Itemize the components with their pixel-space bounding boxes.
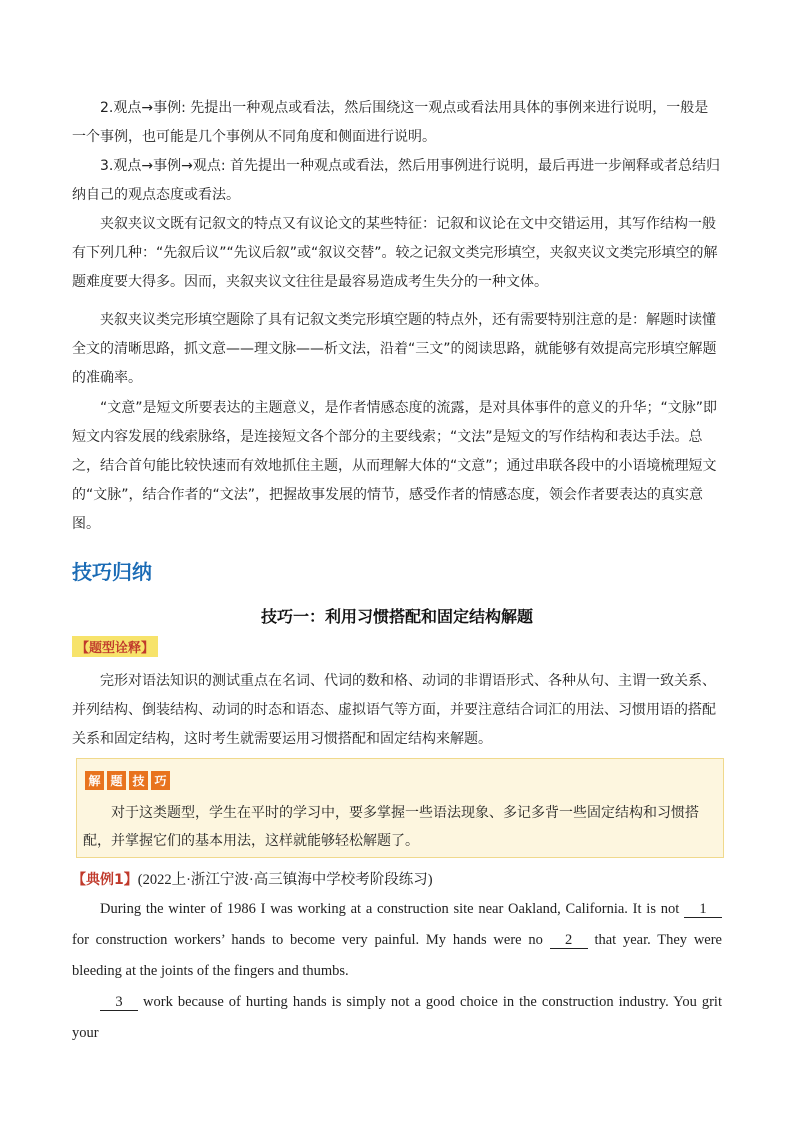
passage-text: for construction workers’ hands to become very painful. My hands were no: [72, 932, 550, 948]
example-source: (2022上·浙江宁波·高三镇海中学校考阶段练习): [137, 872, 433, 888]
passage-text: that year. They were bleeding at the joints of the fingers and thumbs.: [72, 932, 722, 979]
question-type-label: 【题型诠释】: [72, 636, 158, 657]
blank-1[interactable]: 1: [684, 901, 722, 918]
paragraph-three-wen: “文意”是短文所要表达的主题意义，是作者情感态度的流露，是对具体事件的意义的升华；“文脉”即短文内容发展的线索脉络，是连接短文各个部分的主要线索；“文法”是短文的写作结构和表达手法。总之，结合首句能比较快速而有效地抓住主题，从而理解大体的“文意”；通过串联各段中的小语境梳理短文的“文脉”，结合作者的“文法”，把握故事发展的情节，感受作者的情感态度，领会作者要表达的真实意图。: [72, 400, 718, 532]
paragraph-type-explanation: 完形对语法知识的测试重点在名词、代词的数和格、动词的非谓语形式、各种从句、主谓一致关系、并列结构、倒装结构、动词的时态和语态、虚拟语气等方面，并要注意结合词汇的用法、习惯用语的搭配关系和固定结构，这时考生就需要运用习惯搭配和固定结构来解题。: [72, 673, 716, 747]
blank-3[interactable]: 3: [100, 994, 138, 1011]
paragraph-view-example-view: 3.观点→事例→观点: 首先提出一种观点或看法，然后用事例进行说明，最后再进一步阐释或者总结归纳自己的观点态度或看法。: [72, 158, 720, 203]
section-title: 技巧归纳: [72, 560, 152, 584]
tip-text: 对于这类题型，学生在平时的学习中，要多掌握一些语法现象、多记多背一些固定结构和习惯搭配，并掌握它们的基本用法，这样就能够轻松解题了。: [83, 805, 699, 849]
tip-box: [76, 758, 724, 858]
passage-text: work because of hurting hands is simply not a good choice in the construction industry. You grit your: [72, 994, 722, 1041]
tip-badge-char: 技: [129, 771, 148, 790]
example-heading: [72, 868, 433, 889]
passage-text: During the winter of 1986 I was working at a construction site near Oakland, California. It is not: [100, 901, 684, 917]
example-label: 【典例1】: [72, 872, 138, 888]
passage-paragraph-1: [72, 894, 722, 987]
tip-badge: [85, 771, 170, 790]
paragraph-cloze-features: 夹叙夹议类完形填空题除了具有记叙文类完形填空题的特点外，还有需要特别注意的是：解题时读懂全文的清晰思路，抓文意——理文脉——析文法，沿着“三文”的阅读思路，就能够有效提高完形填空解题的准确率。: [72, 312, 717, 386]
passage-paragraph-2: [72, 987, 722, 1049]
paragraph-narrative-argument: 夹叙夹议文既有记叙文的特点又有议论文的某些特征：记叙和议论在文中交错运用，其写作结构一般有下列几种：“先叙后议”“先议后叙”或“叙议交替”。较之记叙文类完形填空，夹叙夹议文类完形填空的解题难度要大得多。因而，夹叙夹议文往往是最容易造成考生失分的一种文体。: [72, 216, 718, 290]
tip-badge-char: 题: [107, 771, 126, 790]
tip-badge-char: 巧: [151, 771, 170, 790]
paragraph-view-example: 2.观点→事例: 先提出一种观点或看法，然后围绕这一观点或看法用具体的事例来进行说明，一般是一个事例，也可能是几个事例从不同角度和侧面进行说明。: [72, 100, 709, 145]
technique-title: 技巧一：利用习惯搭配和固定结构解题: [260, 607, 533, 626]
tip-badge-char: 解: [85, 771, 104, 790]
blank-2[interactable]: 2: [550, 932, 588, 949]
